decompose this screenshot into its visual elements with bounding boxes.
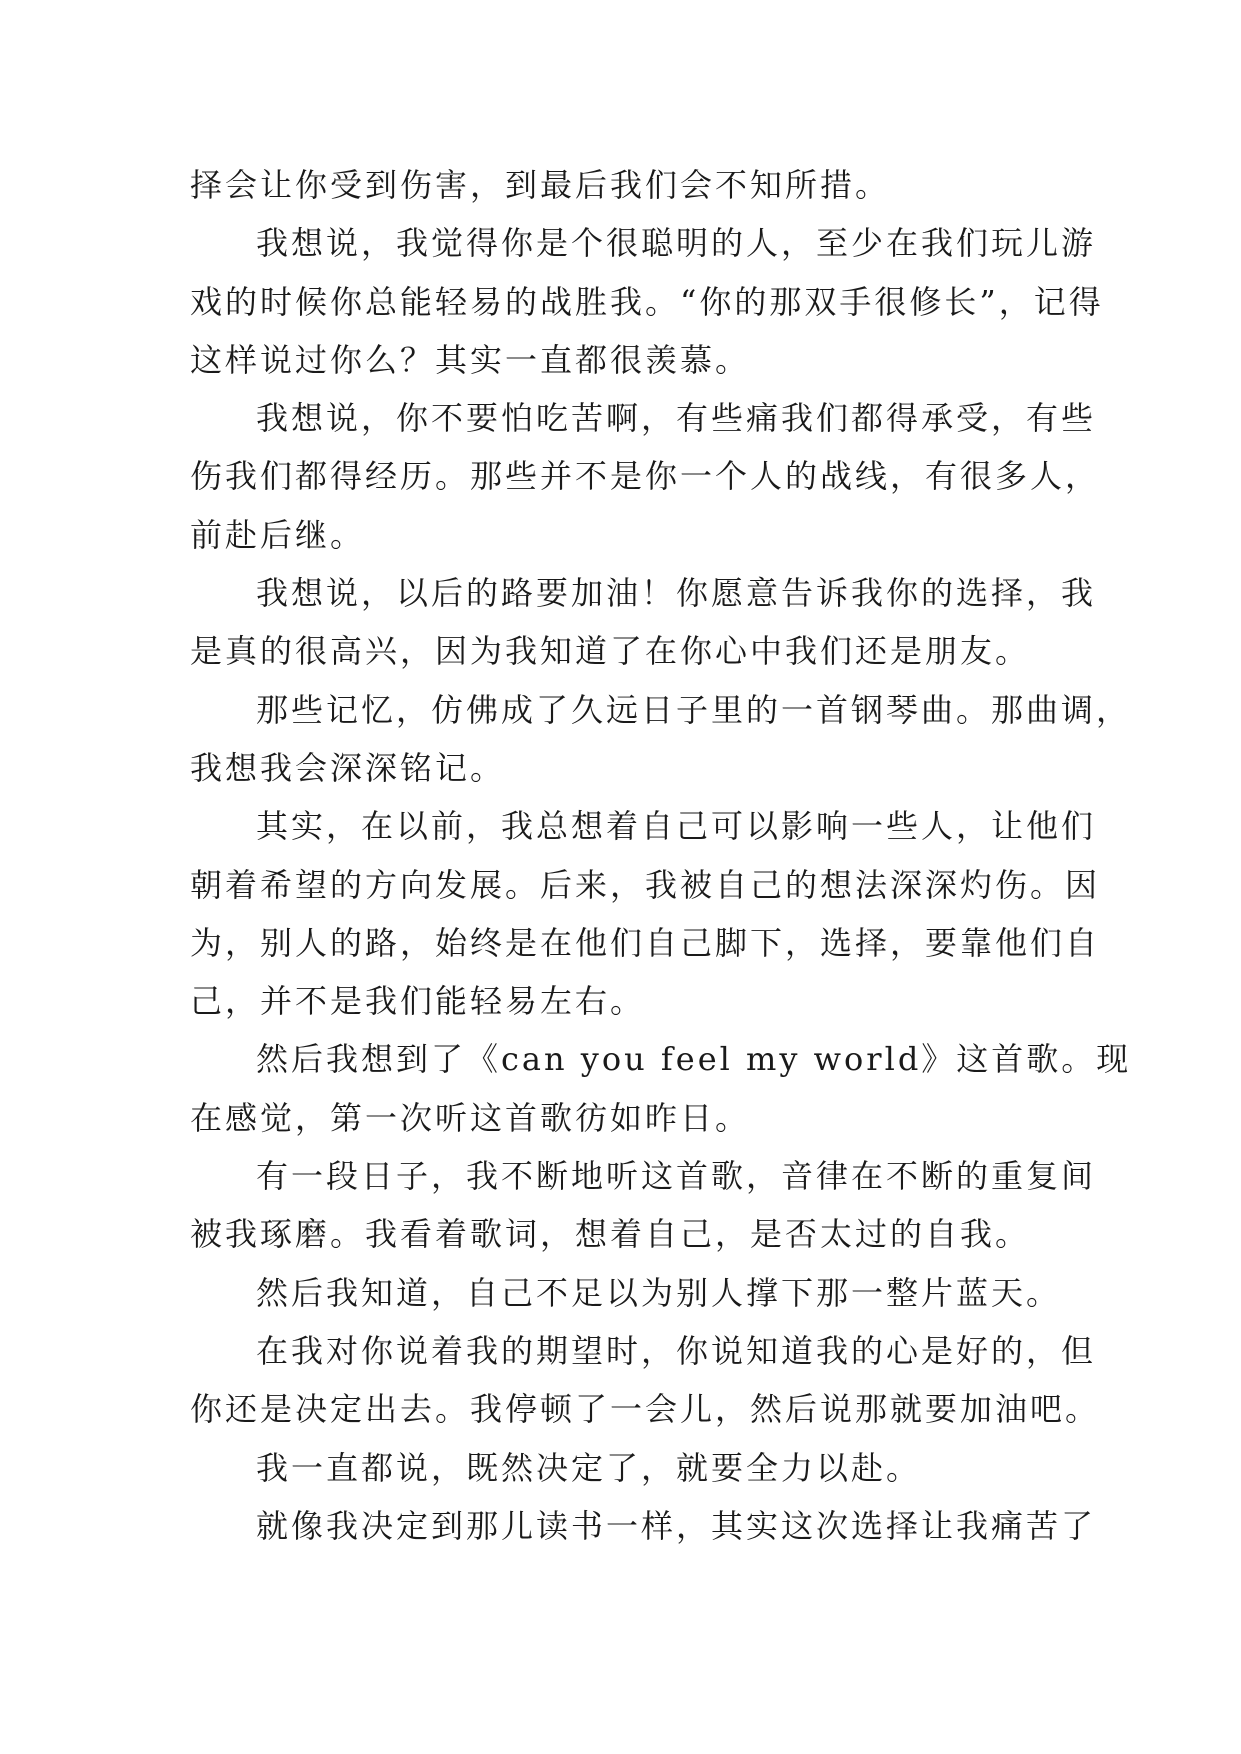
text-line: 就像我决定到那儿读书一样，其实这次选择让我痛苦了	[256, 1506, 1097, 1545]
text-line: 我一直都说，既然决定了，就要全力以赴。	[256, 1448, 922, 1487]
text-line: 是真的很高兴，因为我知道了在你心中我们还是朋友。	[190, 632, 1031, 671]
text-line: 戏的时候你总能轻易的战胜我。“你的那双手很修长”，记得	[190, 282, 1104, 321]
text-line: 那些记忆，仿佛成了久远日子里的一首钢琴曲。那曲调，	[256, 690, 1132, 729]
text-line: 其实，在以前，我总想着自己可以影响一些人，让他们	[256, 807, 1097, 846]
text-line: 前赴后继。	[190, 515, 366, 554]
text-line: 在感觉，第一次听这首歌彷如昨日。	[190, 1098, 751, 1137]
text-line: 你还是决定出去。我停顿了一会儿，然后说那就要加油吧。	[190, 1390, 1101, 1429]
text-line: 有一段日子，我不断地听这首歌，音律在不断的重复间	[256, 1157, 1097, 1196]
text-line: 己，并不是我们能轻易左右。	[190, 982, 646, 1021]
text-line: 然后我知道，自己不足以为别人撑下那一整片蓝天。	[256, 1273, 1062, 1312]
text-line: 我想说，以后的路要加油！你愿意告诉我你的选择，我	[256, 574, 1097, 613]
text-line: 这样说过你么？其实一直都很羡慕。	[190, 340, 751, 379]
body-text	[190, 156, 1132, 1555]
text-line: 在我对你说着我的期望时，你说知道我的心是好的，但	[256, 1331, 1097, 1370]
text-line: 伤我们都得经历。那些并不是你一个人的战线，有很多人，	[190, 457, 1101, 496]
text-line: 为，别人的路，始终是在他们自己脚下，选择，要靠他们自	[190, 923, 1101, 962]
text-line: 被我琢磨。我看着歌词，想着自己，是否太过的自我。	[190, 1215, 1031, 1254]
text-line: 朝着希望的方向发展。后来，我被自己的想法深深灼伤。因	[190, 865, 1101, 904]
text-line: 然后我想到了《can you feel my world》这首歌。现	[256, 1040, 1132, 1079]
text-line: 我想我会深深铭记。	[190, 748, 506, 787]
text-line: 择会让你受到伤害，到最后我们会不知所措。	[190, 166, 891, 204]
text-line: 我想说，我觉得你是个很聪明的人，至少在我们玩儿游	[256, 224, 1097, 263]
text-line: 我想说，你不要怕吃苦啊，有些痛我们都得承受，有些	[256, 399, 1097, 438]
